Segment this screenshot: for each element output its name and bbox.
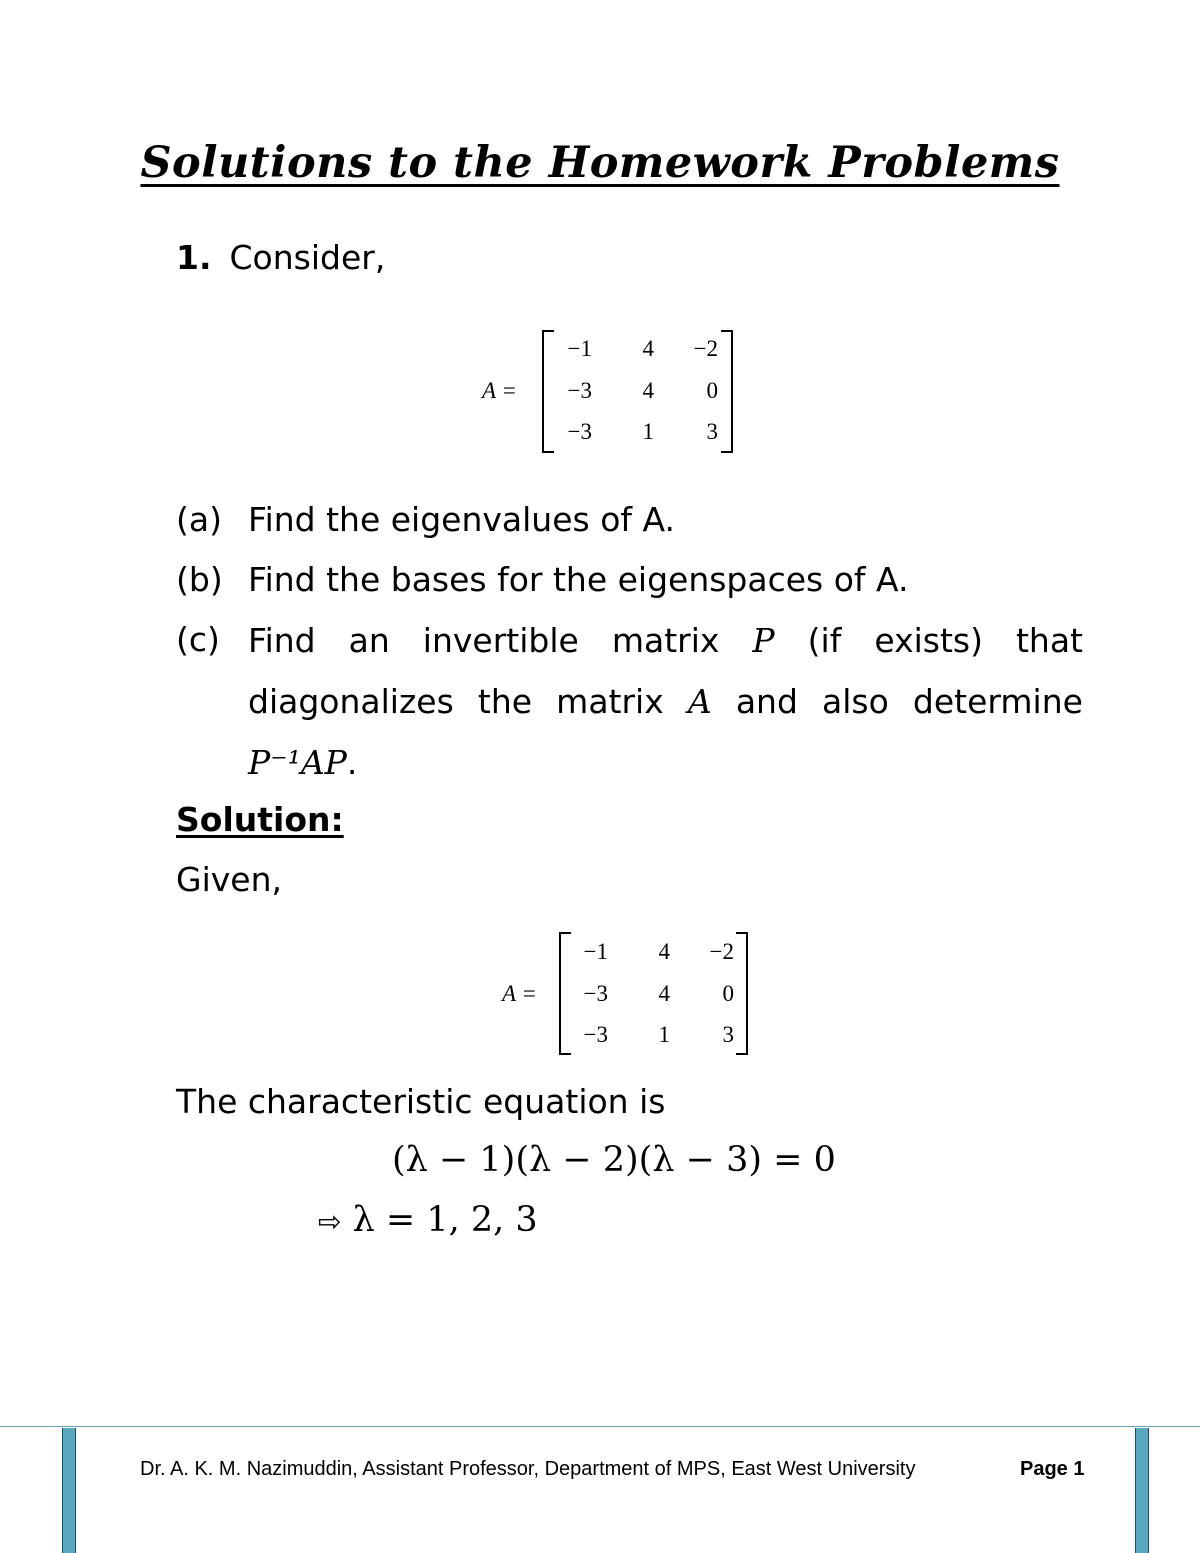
implies-arrow-icon: ⇨ xyxy=(318,1205,342,1238)
word: and xyxy=(735,681,798,721)
word: matrix xyxy=(556,681,664,721)
matrix-cell: −3 xyxy=(567,419,592,444)
part-a-text: Find the eigenvalues of A. xyxy=(248,500,675,539)
matrix-right-bracket xyxy=(721,330,733,453)
math-expression: P⁻¹AP xyxy=(248,742,347,782)
word: (if xyxy=(807,620,842,660)
part-b-text: Find the bases for the eigenspaces of A. xyxy=(248,560,909,599)
matrix-lhs: A = xyxy=(482,378,517,403)
part-a-label: (a) xyxy=(176,500,222,539)
part-c-line-3 xyxy=(248,732,1083,793)
eigenvalue-result xyxy=(318,1200,538,1240)
period: . xyxy=(346,742,358,782)
page-title-text: Solutions to the Homework Problems xyxy=(140,138,1060,188)
math-var-p: P xyxy=(752,620,775,660)
matrix-cell: 3 xyxy=(706,419,718,444)
word: exists) xyxy=(874,620,983,660)
solution-heading: Solution: xyxy=(176,800,344,839)
footer-rule xyxy=(0,1426,1200,1427)
footer-right-bar xyxy=(1135,1428,1149,1553)
word: an xyxy=(348,620,390,660)
eigenvalue-result-text: λ = 1, 2, 3 xyxy=(352,1200,538,1240)
problem-matrix xyxy=(480,330,740,455)
part-c-line-2 xyxy=(248,671,1083,732)
math-var-a: A xyxy=(687,681,712,721)
word: that xyxy=(1015,620,1083,660)
word: Find xyxy=(248,620,316,660)
matrix-cell: 4 xyxy=(658,939,670,964)
characteristic-equation: (λ − 1)(λ − 2)(λ − 3) = 0 xyxy=(392,1140,836,1180)
word: determine xyxy=(912,681,1083,721)
matrix-cell: 1 xyxy=(658,1022,670,1047)
part-c-line-1 xyxy=(248,610,1083,671)
matrix-cell: 4 xyxy=(658,981,670,1006)
part-c-label: (c) xyxy=(176,620,220,659)
problem-intro-text: Consider, xyxy=(229,238,386,277)
matrix-cell: 3 xyxy=(722,1022,734,1047)
matrix-cell: −2 xyxy=(693,336,718,361)
word: also xyxy=(822,681,889,721)
matrix-cell: 4 xyxy=(642,378,654,403)
matrix-cell: −1 xyxy=(583,939,608,964)
footer-left-bar xyxy=(62,1428,76,1553)
word: matrix xyxy=(611,620,720,660)
problem-number: 1. xyxy=(176,238,212,277)
matrix-cell: 0 xyxy=(722,981,734,1006)
matrix-cell: −1 xyxy=(567,336,592,361)
footer-author: Dr. A. K. M. Nazimuddin, Assistant Professor, Department of MPS, East West University xyxy=(140,1458,916,1480)
matrix-cell: −2 xyxy=(709,939,734,964)
matrix-cell: −3 xyxy=(567,378,592,403)
characteristic-text: The characteristic equation is xyxy=(176,1082,666,1121)
problem-intro xyxy=(176,238,385,278)
word: the xyxy=(477,681,533,721)
matrix-cell: 0 xyxy=(706,378,718,403)
footer-page-number: Page 1 xyxy=(1020,1458,1085,1480)
matrix-cell: −3 xyxy=(583,1022,608,1047)
matrix-cell: 4 xyxy=(642,336,654,361)
matrix-lhs: A = xyxy=(502,981,537,1006)
word: invertible xyxy=(422,620,579,660)
matrix-cell: −3 xyxy=(583,981,608,1006)
given-text: Given, xyxy=(176,860,282,899)
part-c-text xyxy=(248,610,1083,793)
part-b-label: (b) xyxy=(176,560,223,599)
given-matrix xyxy=(500,932,760,1057)
matrix-cell: 1 xyxy=(642,419,654,444)
word: diagonalizes xyxy=(248,681,454,721)
matrix-right-bracket xyxy=(736,932,748,1055)
page-title xyxy=(0,138,1200,188)
